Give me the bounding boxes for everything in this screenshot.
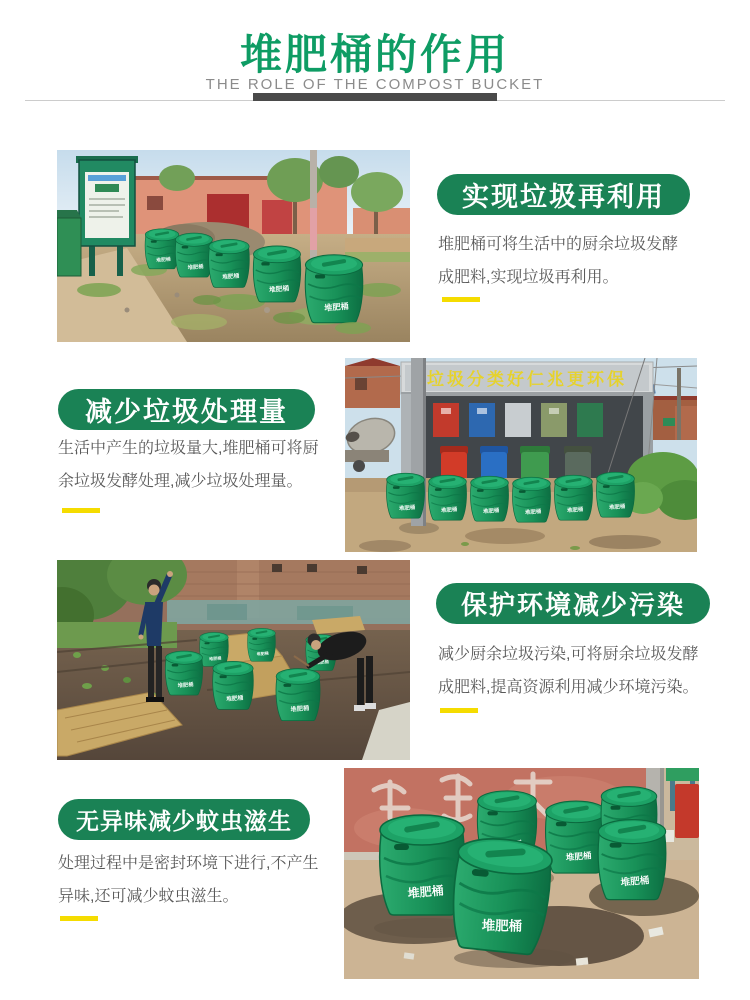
section-3-underline	[440, 708, 478, 713]
section-1-badge: 实现垃圾再利用	[437, 174, 690, 215]
section-4-text	[58, 847, 358, 913]
section-1-text	[438, 228, 714, 294]
section-3-text	[438, 638, 714, 704]
section-4-underline	[60, 916, 98, 921]
section-4-line-2: 异味,还可减少蚊虫滋生。	[58, 888, 239, 905]
page-subtitle: THE ROLE OF THE COMPOST BUCKET	[205, 76, 545, 93]
section-1-underline	[442, 297, 480, 302]
photo-sorting-station-illustration	[345, 358, 697, 552]
section-2-text	[58, 432, 358, 498]
section-2-line-2: 余垃圾发酵处理,减少垃圾处理量。	[58, 473, 303, 490]
section-2-line-1: 生活中产生的垃圾量大,堆肥桶可将厨	[58, 440, 319, 457]
section-4-badge: 无异味减少蚊虫滋生	[58, 799, 310, 840]
photo-buckets-roadside-illustration	[57, 150, 410, 342]
page-title: 堆肥桶的作用	[239, 31, 510, 78]
section-1-line-2: 成肥料,实现垃圾再利用。	[438, 269, 619, 286]
photo-sorting-station	[345, 358, 697, 552]
section-3-badge: 保护环境减少污染	[436, 583, 710, 624]
section-4-line-1: 处理过程中是密封环境下进行,不产生	[58, 855, 319, 872]
photo-buckets-closeup	[344, 768, 699, 979]
section-3-line-1: 减少厨余垃圾污染,可将厨余垃圾发酵	[438, 646, 699, 663]
title-divider-bar	[253, 93, 497, 101]
photo-buckets-closeup-illustration	[344, 768, 699, 979]
photo-buckets-roadside	[57, 150, 410, 342]
shelter-sign-text: 垃圾分类好仁兆更环保	[427, 370, 627, 389]
section-2-badge: 减少垃圾处理量	[58, 389, 315, 430]
section-2-underline	[62, 508, 100, 513]
photo-garden-demo-illustration	[57, 560, 410, 760]
photo-garden-demo	[57, 560, 410, 760]
section-3-line-2: 成肥料,提高资源利用减少环境污染。	[438, 679, 699, 696]
section-1-line-1: 堆肥桶可将生活中的厨余垃圾发酵	[438, 236, 679, 253]
